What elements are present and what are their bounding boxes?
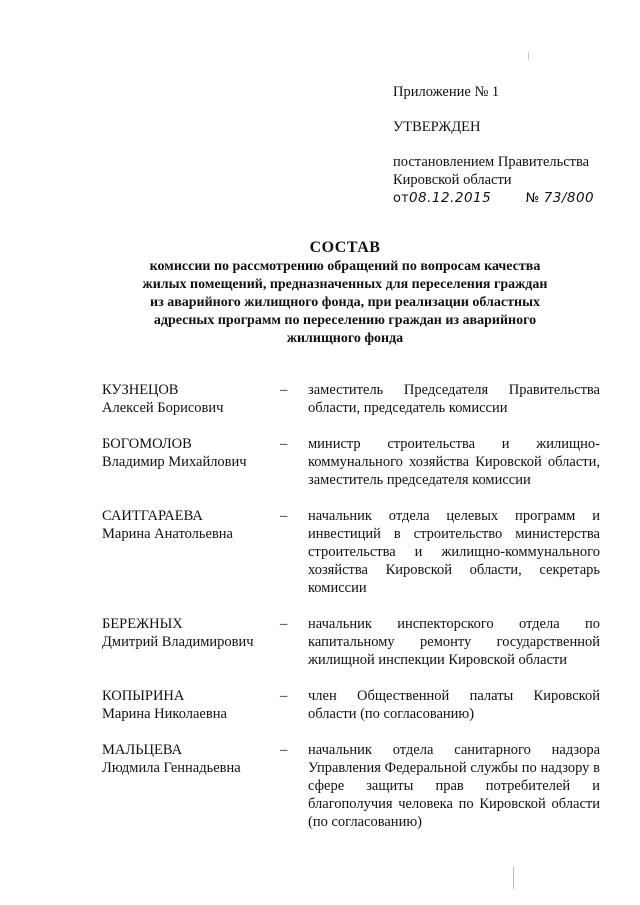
member-row: [102, 435, 600, 489]
approval-header: [393, 83, 613, 208]
title-main: СОСТАВ: [309, 239, 381, 256]
decree-line-1: постановлением Правительства: [393, 154, 590, 170]
member-surname: БОГОМОЛОВ: [102, 436, 192, 452]
member-dash: –: [280, 616, 288, 632]
member-row: [102, 741, 600, 831]
decree-number-label: №: [525, 191, 540, 206]
member-role: начальник инспекторского отдела по капитальному ремонту государственной жилищной инспекции Кировской области: [308, 616, 600, 668]
decree-date: 08.12.2015: [408, 190, 492, 206]
scan-mark-bottom: [513, 867, 514, 889]
member-dash: –: [280, 688, 288, 704]
member-role: член Общественной палаты Кировской области (по согласованию): [308, 688, 600, 722]
member-surname: КУЗНЕЦОВ: [102, 382, 179, 398]
member-row: [102, 615, 600, 669]
member-surname: БЕРЕЖНЫХ: [102, 616, 183, 632]
member-given-name: Марина Николаевна: [102, 706, 227, 722]
member-name: [102, 687, 280, 723]
member-given-name: Владимир Михайлович: [102, 454, 247, 470]
member-given-name: Марина Анатольевна: [102, 526, 233, 542]
title-line-4: адресных программ по переселению граждан из аварийного: [153, 313, 537, 328]
title-line-1: комиссии по рассмотрению обращений по вопросам качества: [149, 259, 541, 274]
member-dash: –: [280, 382, 288, 398]
title-line-3: из аварийного жилищного фонда, при реализации областных: [150, 295, 540, 310]
member-dash: –: [280, 508, 288, 524]
title-line-5: жилищного фонда: [286, 331, 404, 346]
member-dash: –: [280, 742, 288, 758]
approved-label: УТВЕРЖДЕН: [393, 119, 481, 135]
member-role: министр строительства и жилищно-коммунального хозяйства Кировской области, заместитель председателя комиссии: [308, 436, 600, 488]
member-dash: –: [280, 436, 288, 452]
member-surname: САИТГАРАЕВА: [102, 508, 203, 524]
decree-line-2: Кировской области: [393, 172, 512, 188]
member-surname: КОПЫРИНА: [102, 688, 185, 704]
appendix-number: Приложение № 1: [393, 84, 500, 100]
member-role: заместитель Председателя Правительства области, председатель комиссии: [308, 382, 600, 416]
member-name: [102, 435, 280, 489]
scan-mark-top: [528, 52, 529, 60]
decree-from-label: от: [393, 191, 409, 206]
decree-date-number: [393, 189, 613, 208]
title-line-2: жилых помещений, предназначенных для переселения граждан: [142, 277, 548, 292]
commission-members-list: [102, 381, 600, 849]
decree-number: 73/800: [543, 190, 595, 206]
member-given-name: Дмитрий Владимирович: [102, 634, 254, 650]
member-row: [102, 507, 600, 597]
document-title: [60, 238, 630, 348]
member-role: начальник отдела санитарного надзора Управления Федеральной службы по надзору в сфере защиты прав потребителей и благополучия человека по Кировской области (по согласованию): [308, 742, 600, 830]
member-given-name: Людмила Геннадьевна: [102, 760, 241, 776]
member-surname: МАЛЬЦЕВА: [102, 742, 183, 758]
member-name: [102, 507, 280, 597]
member-name: [102, 741, 280, 831]
member-row: [102, 381, 600, 417]
member-role: начальник отдела целевых программ и инвестиций в строительство министерства строительства и жилищно-коммунального хозяйства Кировской области, секретарь комиссии: [308, 508, 600, 596]
member-name: [102, 381, 280, 417]
member-given-name: Алексей Борисович: [102, 400, 224, 416]
member-name: [102, 615, 280, 669]
member-row: [102, 687, 600, 723]
